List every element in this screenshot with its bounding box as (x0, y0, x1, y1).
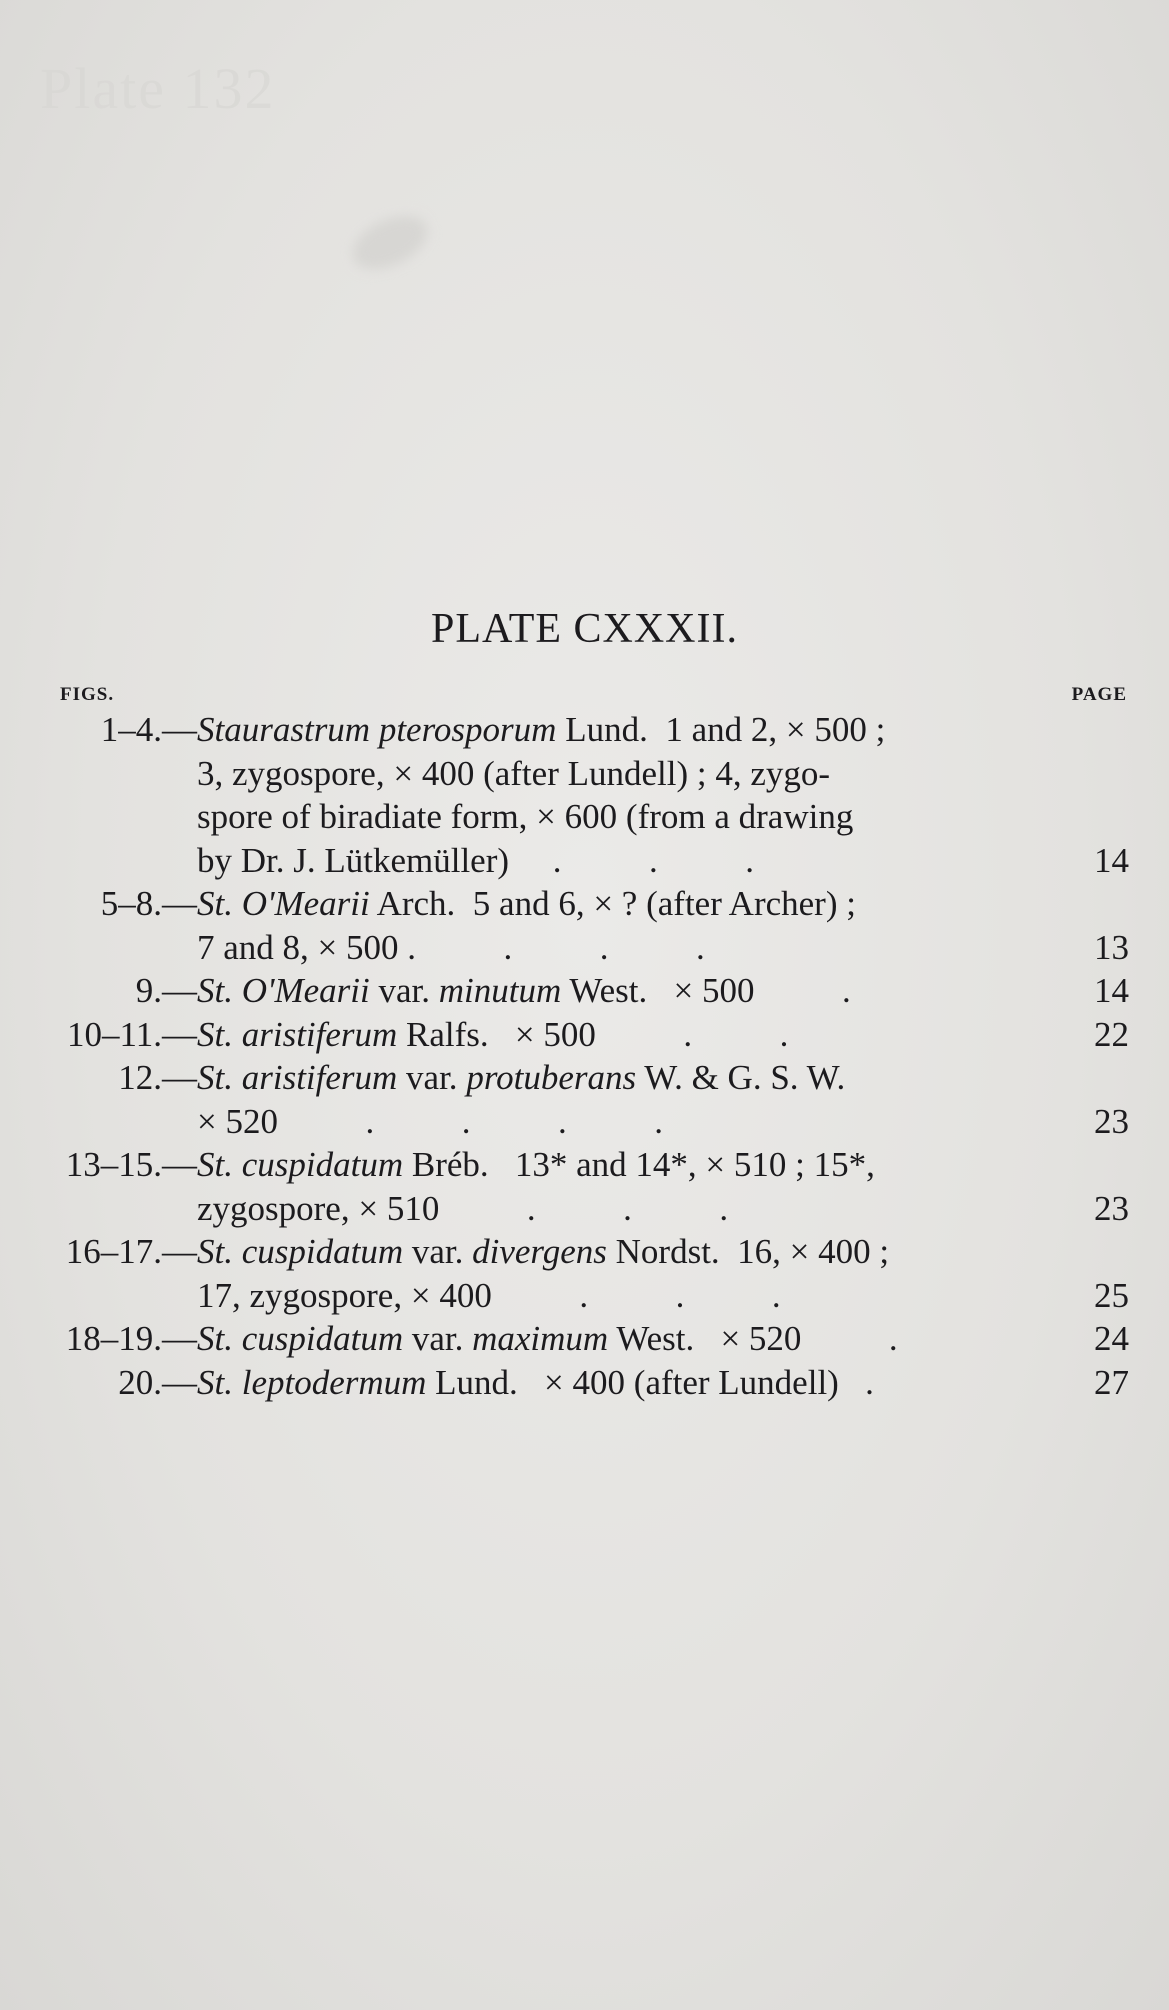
entry-text-segment: zygospore, × 510 . . . (197, 1188, 729, 1228)
entry-text-segment: 7 and 8, × 500 . . . . (197, 927, 705, 967)
page-column-header: PAGE (1071, 684, 1127, 705)
taxon-name: St. cuspidatum (197, 1319, 404, 1358)
figure-number: 10–11.— (67, 1014, 197, 1054)
entry-text-segment: spore of biradiate form, × 600 (from a drawing (197, 797, 854, 836)
entry-line (0, 1361, 1169, 1405)
taxon-name: minutum (438, 971, 562, 1010)
entry-text-segment: Lund. × 400 (after Lundell) . (426, 1362, 874, 1402)
entry-line (0, 926, 1169, 970)
entry-text (197, 1274, 781, 1318)
entry-line (0, 839, 1169, 883)
page-number: 13 (1094, 927, 1129, 967)
entry-text (197, 1230, 889, 1274)
page-number: 14 (1094, 840, 1129, 880)
entry-text (197, 1187, 728, 1231)
entry-line (0, 752, 1169, 796)
entry-text-segment: West. × 520 . (608, 1319, 898, 1358)
entry-text-segment: Lund. 1 and 2, × 500 ; (556, 710, 886, 749)
entry-line (0, 1187, 1169, 1231)
page-number: 23 (1094, 1101, 1129, 1141)
plate-entries (0, 708, 1169, 1404)
entry-text-segment: var. (397, 1058, 467, 1097)
entry-line (0, 1143, 1169, 1187)
plate-title: PLATE CXXXII. (431, 606, 738, 652)
page-number: 27 (1094, 1362, 1129, 1402)
entry-text (197, 1317, 898, 1361)
entry-line (0, 1100, 1169, 1144)
entry-text (197, 1361, 874, 1405)
entry-text (197, 1013, 788, 1057)
entry-text-segment: Ralfs. × 500 . . (397, 1014, 789, 1054)
entry-text (197, 1056, 845, 1100)
entry-text-segment: by Dr. J. Lütkemüller) . . . (197, 840, 755, 880)
entry-line (0, 1056, 1169, 1100)
entry-text (197, 969, 851, 1013)
entry-text-segment: W. & G. S. W. (636, 1058, 846, 1097)
taxon-name: St. aristiferum (197, 1058, 398, 1097)
entry-text (197, 708, 885, 752)
entry-text (197, 839, 754, 883)
entry-text (197, 1100, 663, 1144)
page-number: 14 (1094, 971, 1129, 1010)
figs-column-header: FIGS. (60, 684, 115, 705)
figure-number: 5–8.— (100, 884, 197, 923)
taxon-name: St. O'Mearii (197, 884, 370, 923)
entry-line (0, 1274, 1169, 1318)
entry-text-segment: 3, zygospore, × 400 (after Lundell) ; 4, zygo- (197, 753, 831, 793)
taxon-name: protuberans (466, 1058, 637, 1097)
figure-number: 12.— (118, 1058, 197, 1097)
figure-number: 1–4.— (100, 710, 197, 749)
entry-text-segment: var. (403, 1232, 473, 1271)
show-through-text: Plate 132 (40, 56, 276, 121)
entry-text-segment: Bréb. 13* and 14*, × 510 ; 15*, (403, 1145, 875, 1184)
entry-text (197, 882, 856, 926)
entry-line (0, 1013, 1169, 1057)
page-smudge (344, 205, 436, 280)
entry-line (0, 795, 1169, 839)
taxon-name: maximum (472, 1319, 609, 1358)
entry-text-segment: var. (403, 1319, 473, 1358)
entry-text-segment: Nordst. 16, × 400 ; (606, 1232, 890, 1271)
page-number: 24 (1094, 1319, 1129, 1358)
taxon-name: divergens (472, 1232, 607, 1271)
taxon-name: Staurastrum pterosporum (197, 710, 557, 749)
figure-number: 9.— (135, 971, 197, 1010)
entry-text-segment: var. (369, 971, 439, 1010)
entry-line (0, 1230, 1169, 1274)
entry-line (0, 708, 1169, 752)
page-number: 23 (1094, 1188, 1129, 1228)
taxon-name: St. leptodermum (197, 1362, 427, 1402)
taxon-name: St. O'Mearii (197, 971, 370, 1010)
entry-text-segment: × 520 . . . . (197, 1101, 663, 1141)
entry-line (0, 969, 1169, 1013)
entry-text (197, 1143, 875, 1187)
entry-text (197, 926, 705, 970)
entry-text (197, 752, 830, 796)
taxon-name: St. cuspidatum (197, 1232, 404, 1271)
page-number: 22 (1094, 1014, 1129, 1054)
figure-number: 16–17.— (65, 1232, 197, 1271)
figure-number: 18–19.— (65, 1319, 197, 1358)
taxon-name: St. aristiferum (197, 1014, 398, 1054)
entry-text-segment: 17, zygospore, × 400 . . . (197, 1275, 781, 1315)
taxon-name: St. cuspidatum (197, 1145, 404, 1184)
page-number: 25 (1094, 1275, 1129, 1315)
figure-number: 20.— (118, 1362, 197, 1402)
entry-text-segment: West. × 500 . (561, 971, 851, 1010)
entry-line (0, 882, 1169, 926)
entry-line (0, 1317, 1169, 1361)
entry-text (197, 795, 853, 839)
entry-text-segment: Arch. 5 and 6, × ? (after Archer) ; (369, 884, 856, 923)
figure-number: 13–15.— (65, 1145, 197, 1184)
